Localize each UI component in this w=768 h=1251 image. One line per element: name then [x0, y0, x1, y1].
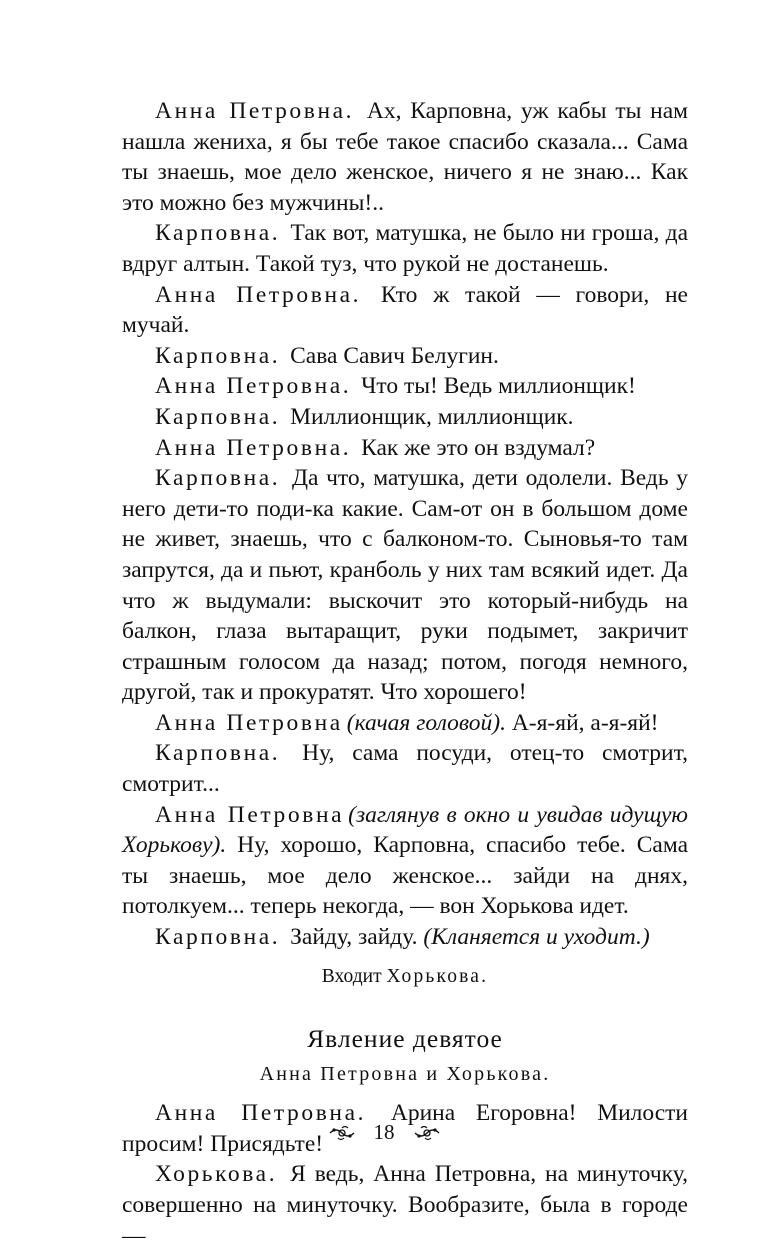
- speaker-name: Карповна.: [155, 924, 281, 951]
- dialogue-line: [122, 922, 688, 953]
- scene-cast: Анна Петровна и Хорькова.: [259, 1063, 551, 1086]
- speaker-name: Хорькова.: [155, 1161, 278, 1188]
- page-footer: [0, 1120, 768, 1145]
- page-number: 18: [373, 1120, 395, 1144]
- speech: Миллионщик, миллионщик.: [290, 403, 574, 430]
- stage-direction: (качая головой).: [346, 709, 506, 736]
- dialogue-line: [122, 800, 688, 922]
- entrance-verb: Входит: [321, 965, 382, 987]
- dialogue-line: [122, 463, 688, 708]
- floral-ornament-icon: [328, 1125, 358, 1141]
- speech: Что ты! Ведь миллионщик!: [361, 373, 636, 400]
- speech: Да что, матушка, дети одолели. Ведь у него дети-то поди-ка какие. Сам-от он в большом доме не живет, знаешь, что с балконом-то. Сыновья-то там запрутся, да и пьют, кранболь у них там всякий идет. Да что ж выдумали: выскочит это который-нибудь на балкон, глаза вытаращит, руки подымет, закричит страшным голосом да назад; потом, погодя немного, другой, так и прокуратят. Что хорошего!: [122, 465, 688, 706]
- speech: Я ведь, Анна Петровна, на минуточку, совершенно на минуточку. Вообразите, была в городе —: [122, 1161, 689, 1249]
- dialogue-line: [122, 433, 688, 464]
- speaker-name: Карповна.: [155, 403, 281, 430]
- speech: Кто ж такой — говори, не мучай.: [122, 281, 688, 339]
- speech: Ну, хорошо, Карповна, спасибо тебе. Сама ты знаешь, мое дело женское... зайди на днях, потолкуем... теперь некогда, — вон Хорькова идет.: [122, 832, 689, 920]
- speaker-name: Анна Петровна.: [155, 281, 362, 308]
- play-text: [122, 96, 688, 1251]
- speaker-name: Карповна.: [155, 740, 281, 767]
- speaker-name: Карповна.: [155, 220, 281, 247]
- speaker-name: Карповна.: [155, 465, 281, 492]
- stage-direction: (Кланяется и уходит.): [423, 924, 650, 951]
- scene-title: Явление девятое: [307, 1024, 503, 1054]
- speaker-name: Карповна.: [155, 342, 281, 369]
- speech: А-я-яй, а-я-яй!: [511, 709, 659, 736]
- dialogue-line: [122, 708, 688, 739]
- speaker-name: Анна Петровна.: [155, 373, 352, 400]
- speaker-name: Анна Петровна: [155, 801, 345, 828]
- speech: Ну, сама посуди, отец-то смотрит, смотрит...: [122, 740, 689, 798]
- dialogue-line: [122, 218, 688, 279]
- speech: Ах, Карповна, уж кабы ты нам нашла жениха, я бы тебе такое спасибо сказала... Сама ты знаешь, мое дело женское, ничего я не знаю... Как это можно без мужчины!..: [122, 98, 689, 216]
- entrance-name: Хорькова.: [386, 965, 489, 987]
- speech: Как же это он вздумал?: [361, 434, 596, 461]
- entrance-direction: [122, 962, 688, 993]
- stage-direction: (заглянув в окно и увидав идущую Хорькову).: [122, 801, 688, 859]
- speaker-name: Анна Петровна.: [155, 1100, 367, 1127]
- dialogue-line: [122, 341, 688, 372]
- dialogue-line: [122, 96, 688, 218]
- dialogue-line: [122, 738, 688, 799]
- floral-ornament-icon: [411, 1125, 441, 1141]
- dialogue-line: [122, 1159, 688, 1251]
- dialogue-line: [122, 371, 688, 402]
- speech: Сава Савич Белугин.: [290, 342, 499, 369]
- speech: Так вот, матушка, не было ни гроша, да вдруг алтын. Такой туз, что рукой не достанешь.: [122, 220, 688, 277]
- speech: Зайду, зайду.: [290, 924, 418, 951]
- speech: Арина Егоровна! Милости просим! Присядьте!: [122, 1100, 689, 1157]
- speaker-name: Анна Петровна.: [155, 98, 355, 124]
- dialogue-line: [122, 402, 688, 433]
- dialogue-line: [122, 280, 688, 341]
- speaker-name: Анна Петровна.: [155, 434, 352, 461]
- speaker-name: Анна Петровна: [155, 709, 343, 736]
